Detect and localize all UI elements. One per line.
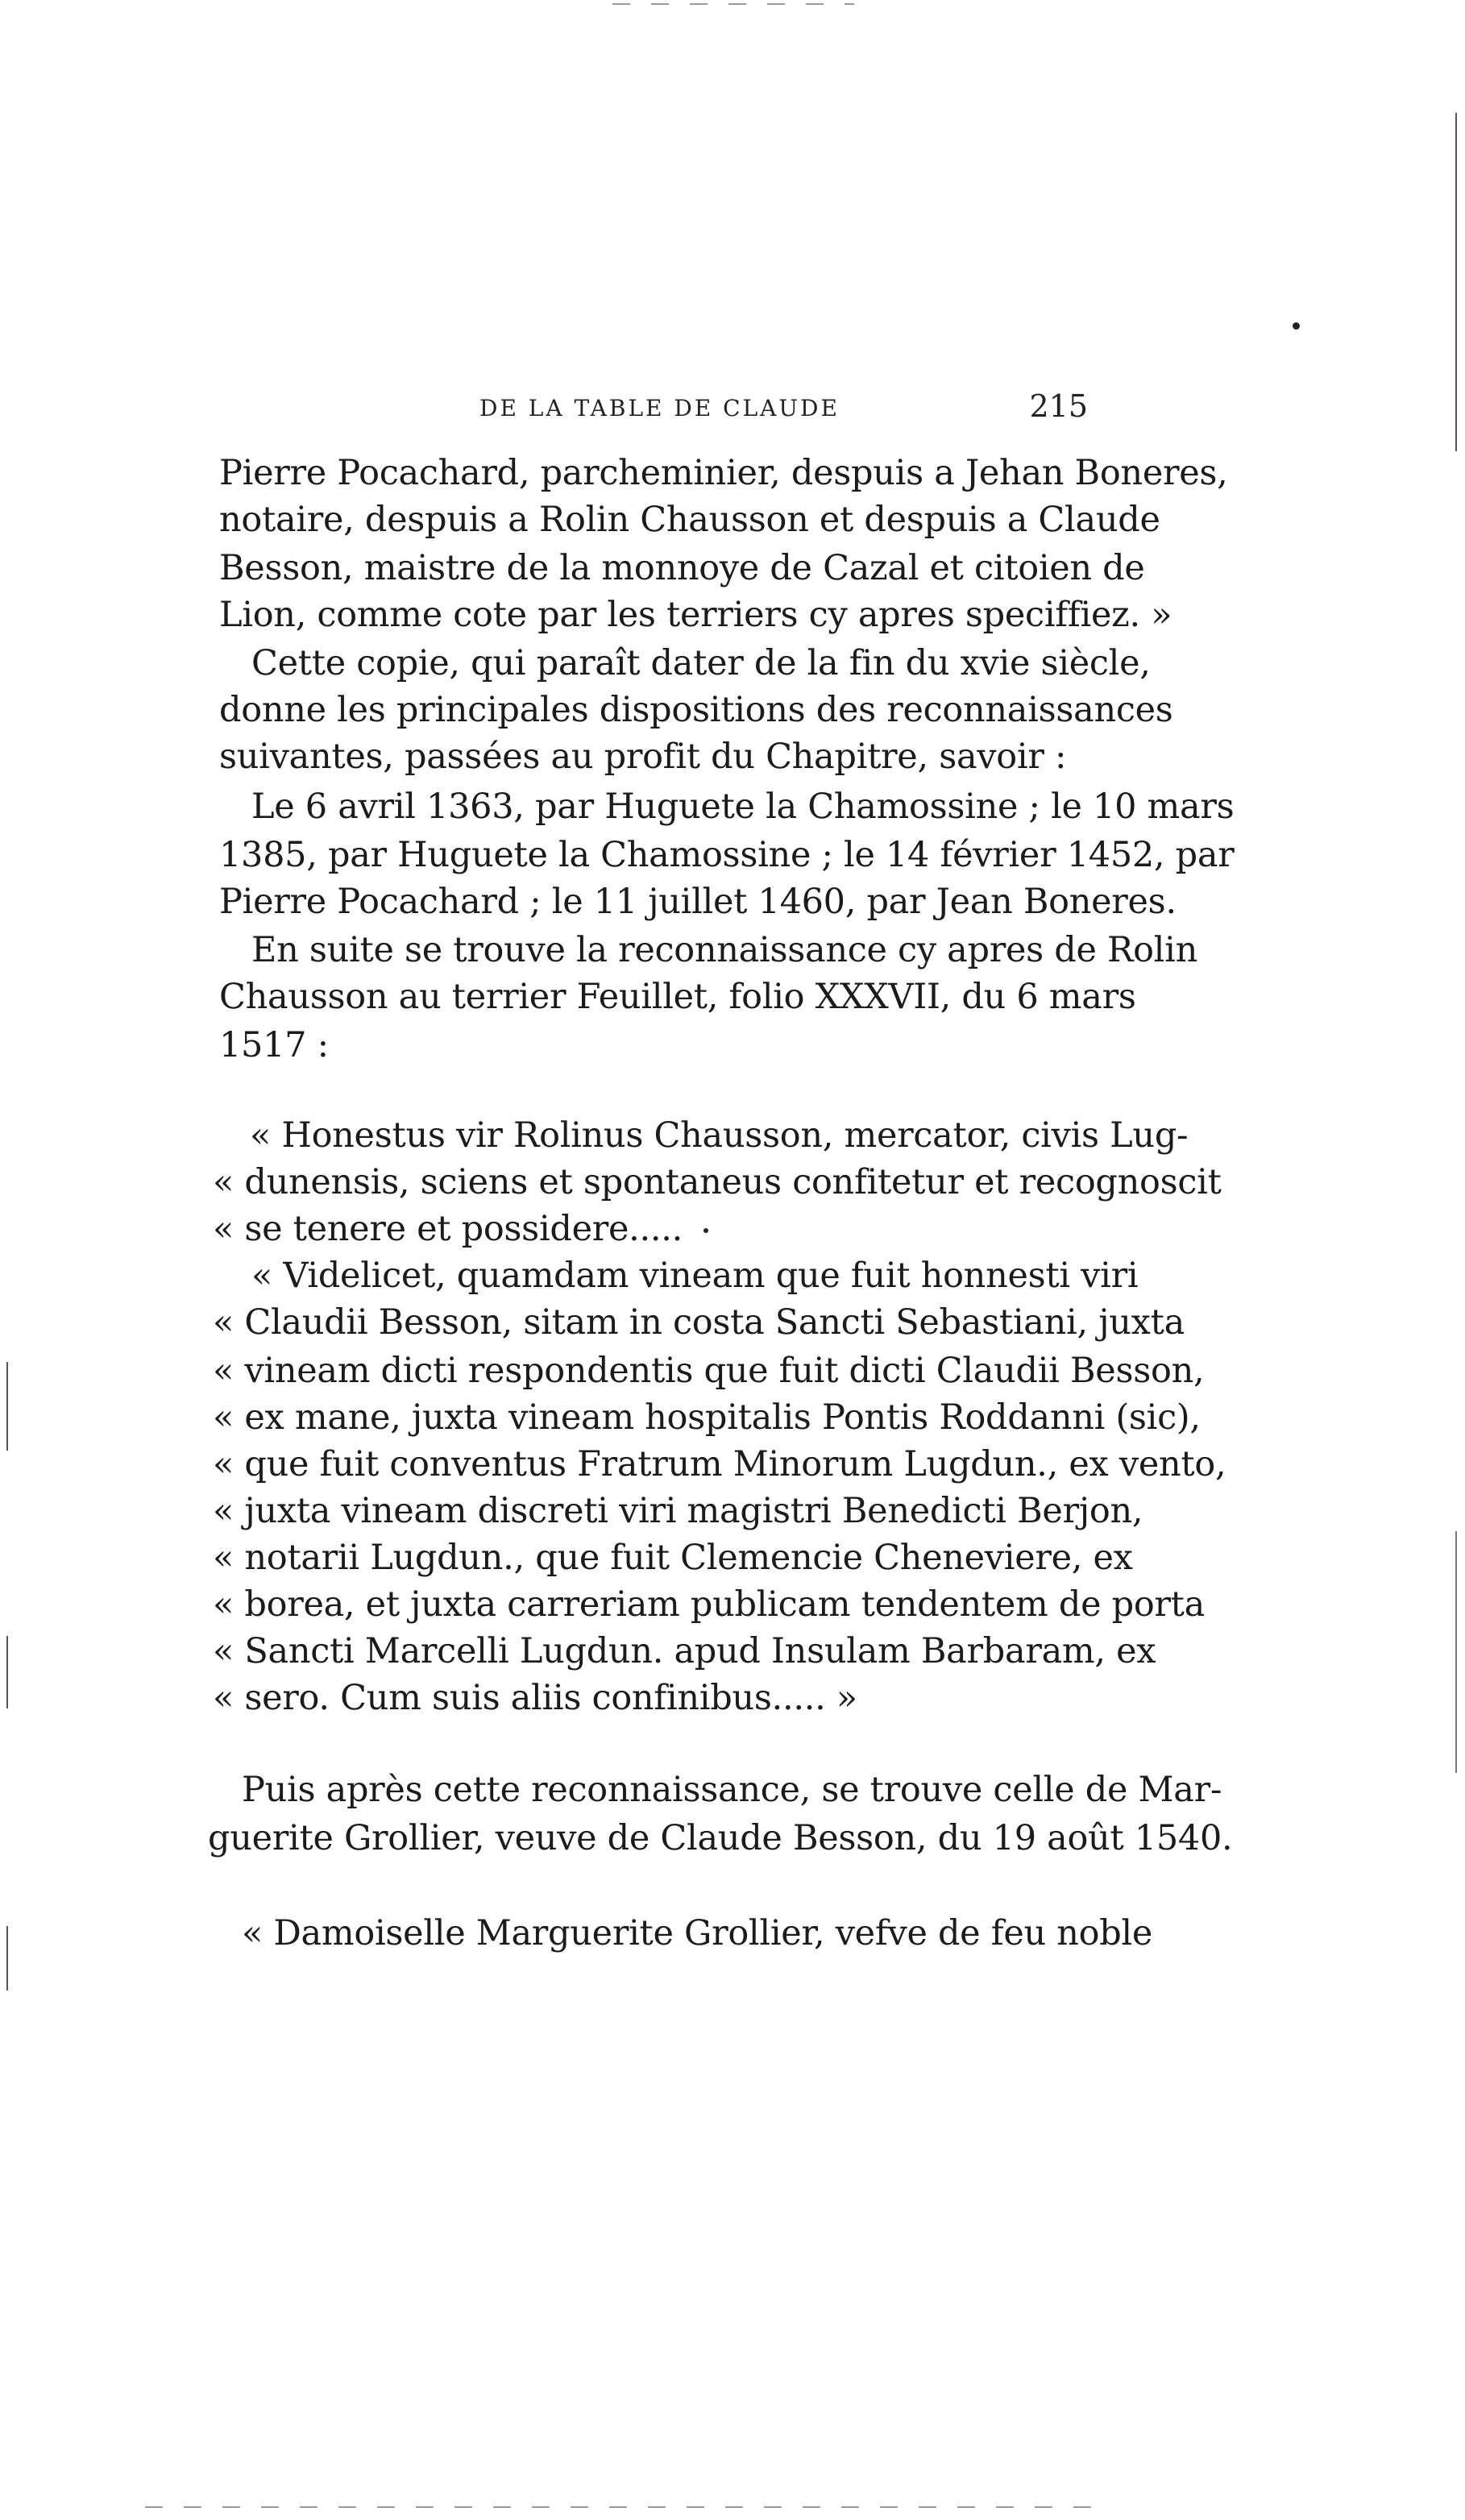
page-number: 215 (1029, 388, 1088, 424)
scan-top-dashes (612, 3, 854, 5)
text-line: Pierre Pocachard ; le 11 juillet 1460, par Jean Boneres. (219, 882, 1177, 922)
text-line: « vineam dicti respondentis que fuit dicti Claudii Besson, (213, 1351, 1205, 1391)
text-line: 1517 : (219, 1025, 329, 1065)
scan-speck (1293, 322, 1300, 330)
text-line: Le 6 avril 1363, par Huguete la Chamossine ; le 10 mars (251, 787, 1235, 827)
text-line: « Sancti Marcelli Lugdun. apud Insulam Barbaram, ex (213, 1631, 1156, 1671)
text-line: « juxta vineam discreti viri magistri Benedicti Berjon, (213, 1491, 1143, 1531)
text-line: « dunensis, sciens et spontaneus confitetur et recognoscit (213, 1162, 1222, 1202)
text-line: « Honestus vir Rolinus Chausson, mercator, civis Lug- (250, 1115, 1189, 1156)
scan-edge-mark (1455, 113, 1457, 451)
text-line: Cette copie, qui paraît dater de la fin du xvie siècle, (251, 643, 1151, 683)
scan-speck (703, 1228, 708, 1233)
text-line: « notarii Lugdun., que fuit Clemencie Cheneviere, ex (213, 1538, 1133, 1578)
text-line: « Damoiselle Marguerite Grollier, vefve de feu noble (242, 1913, 1153, 1953)
text-line: Puis après cette reconnaissance, se trouve celle de Mar- (242, 1770, 1222, 1810)
text-line: « ex mane, juxta vineam hospitalis Pontis Roddanni (sic), (213, 1397, 1201, 1438)
running-head: DE LA TABLE DE CLAUDE (479, 395, 840, 421)
text-line: « Claudii Besson, sitam in costa Sancti Sebastiani, juxta (213, 1302, 1185, 1343)
text-line: « sero. Cum suis aliis confinibus..... » (213, 1678, 857, 1718)
scan-bottom-dashes (145, 2506, 1112, 2508)
text-line: Pierre Pocachard, parcheminier, despuis a Jehan Boneres, (219, 453, 1228, 493)
scan-edge-mark (6, 1362, 8, 1451)
text-line: 1385, par Huguete la Chamossine ; le 14 février 1452, par (219, 835, 1235, 875)
text-line: « que fuit conventus Fratrum Minorum Lugdun., ex vento, (213, 1444, 1226, 1484)
text-line: En suite se trouve la reconnaissance cy apres de Rolin (251, 930, 1197, 970)
text-line: « borea, et juxta carreriam publicam tendentem de porta (213, 1584, 1205, 1625)
scan-edge-mark (6, 1636, 8, 1708)
text-line: suivantes, passées au profit du Chapitre, savoir : (219, 737, 1067, 777)
text-line: Lion, comme cote par les terriers cy apres speciffiez. » (219, 595, 1172, 635)
text-line: guerite Grollier, veuve de Claude Besson, du 19 août 1540. (208, 1818, 1233, 1858)
text-line: « se tenere et possidere..... (213, 1209, 683, 1249)
scan-edge-mark (1455, 1531, 1457, 1773)
text-line: donne les principales dispositions des reconnaissances (219, 690, 1173, 730)
text-line: « Videlicet, quamdam vineam que fuit honnesti viri (251, 1256, 1139, 1296)
text-line: Chausson au terrier Feuillet, folio XXXVII, du 6 mars (219, 977, 1136, 1017)
text-line: Besson, maistre de la monnoye de Cazal et citoien de (219, 548, 1145, 588)
page-header (218, 388, 1088, 437)
scan-edge-mark (6, 1926, 8, 1991)
text-line: notaire, despuis a Rolin Chausson et despuis a Claude (219, 500, 1160, 540)
